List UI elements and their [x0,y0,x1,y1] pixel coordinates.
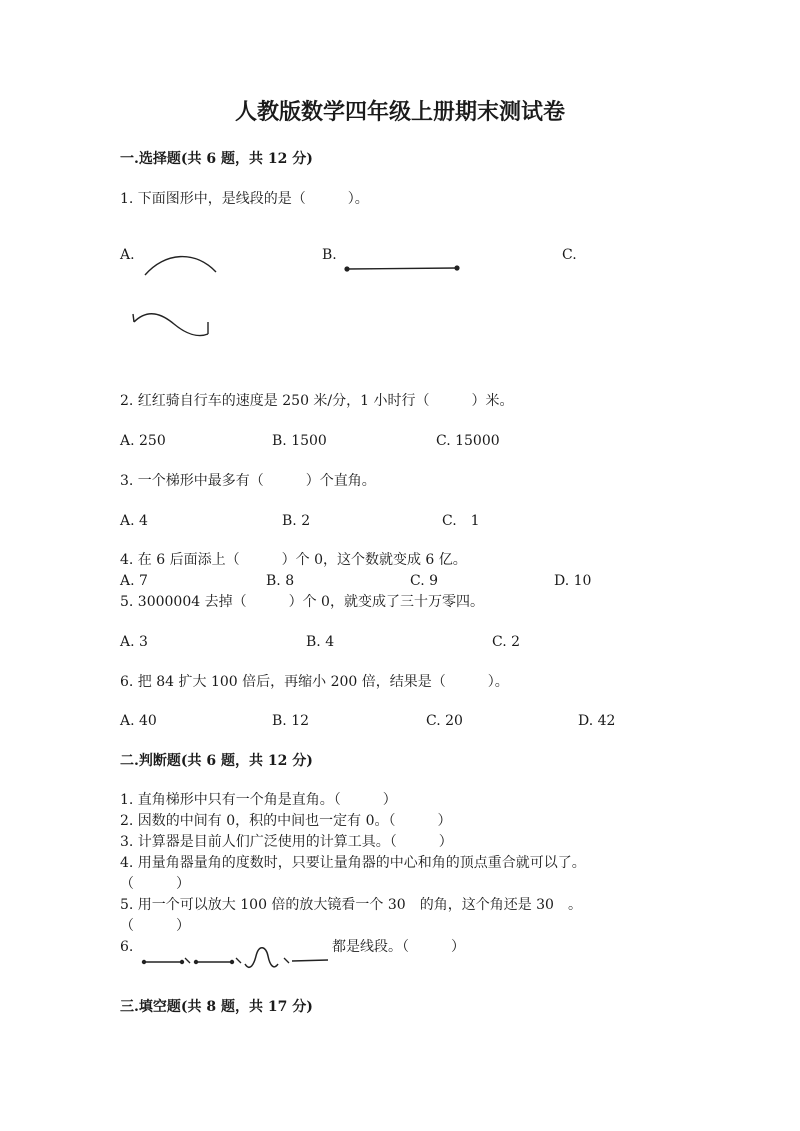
question-5-option-c: C. 2 [492,634,521,650]
section-heading-1: 一.选择题(共 6 题，共 12 分) [120,151,313,167]
question-2-option-b: B. 1500 [272,433,327,449]
question-3-stem: 3. 一个梯形中最多有（ ）个直角。 [120,473,376,489]
question-5-stem: 5. 3000004 去掉（ ）个 0，就变成了三十万零四。 [120,594,484,610]
question-3-option-b: B. 2 [282,513,311,529]
line-segment-figure-b [340,260,465,276]
segments-figure [138,942,333,972]
question-2-option-c: C. 15000 [436,433,500,449]
question-5-option-a: A. 3 [120,634,148,650]
wavy-figure-c [128,308,218,344]
question-6-option-a: A. 40 [120,713,157,729]
page-title: 人教版数学四年级上册期末测试卷 [234,99,565,125]
question-6-stem: 6. 把 84 扩大 100 倍后，再缩小 200 倍，结果是（ ）。 [120,674,509,690]
section-heading-2: 二.判断题(共 6 题，共 12 分) [120,753,313,769]
question-1-option-c: C. [562,247,577,263]
question-4-option-d: D. 10 [554,573,592,589]
question-5-option-b: B. 4 [306,634,335,650]
judge-item-2: 2. 因数的中间有 0，积的中间也一定有 0。（ ） [120,813,452,829]
question-6-option-c: C. 20 [426,713,463,729]
curve-figure-a [140,250,220,280]
judge-item-4-answer-blank: （ ） [120,876,190,892]
judge-item-5-answer-blank: （ ） [120,918,190,934]
question-4-option-c: C. 9 [410,573,439,589]
judge-item-6-text: 都是线段。（ ） [332,939,465,955]
question-3-option-a: A. 4 [120,513,148,529]
question-1-option-b: B. [322,247,337,263]
judge-item-5: 5. 用一个可以放大 100 倍的放大镜看一个 30 的角，这个角还是 30 。 [120,897,582,913]
judge-item-1: 1. 直角梯形中只有一个角是直角。（ ） [120,792,397,808]
judge-item-3: 3. 计算器是目前人们广泛使用的计算工具。（ ） [120,834,453,850]
judge-item-4: 4. 用量角器量角的度数时，只要让量角器的中心和角的顶点重合就可以了。 [120,855,586,871]
judge-item-6-number: 6. [120,939,134,955]
question-1-stem: 1. 下面图形中，是线段的是（ ）。 [120,191,369,207]
question-4-option-b: B. 8 [266,573,295,589]
question-1-option-a: A. [120,247,135,263]
question-6-option-b: B. 12 [272,713,310,729]
question-3-option-c: C. 1 [442,513,480,529]
question-4-option-a: A. 7 [120,573,148,589]
section-heading-3: 三.填空题(共 8 题，共 17 分) [120,999,313,1015]
question-2-option-a: A. 250 [120,433,166,449]
question-6-option-d: D. 42 [578,713,616,729]
question-2-stem: 2. 红红骑自行车的速度是 250 米/分，1 小时行（ ）米。 [120,393,514,409]
question-4-stem: 4. 在 6 后面添上（ ）个 0，这个数就变成 6 亿。 [120,552,467,568]
